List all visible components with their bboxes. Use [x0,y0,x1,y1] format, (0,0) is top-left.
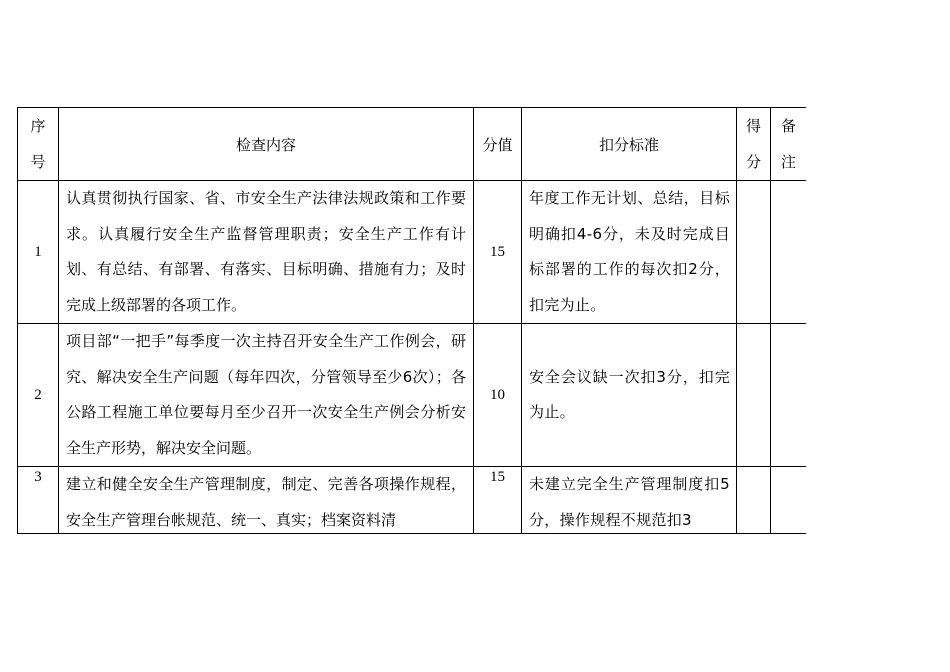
header-seq: 序号 [18,108,59,181]
row-got [737,324,771,467]
header-standard: 扣分标准 [522,108,737,181]
table-row [18,181,807,324]
row-seq: 2 [18,324,59,467]
row-score: 15 [474,467,522,535]
row-content: 认真贯彻执行国家、省、市安全生产法律法规政策和工作要求。认真履行安全生产监督管理职责；安全生产工作有计划、有总结、有部署、有落实、目标明确、措施有力；及时完成上级部署的各项工作。 [59,181,474,324]
row-remark [771,181,807,324]
header-content: 检查内容 [59,108,474,181]
row-seq: 1 [18,181,59,324]
row-seq: 3 [18,467,59,535]
table-row [18,467,807,535]
row-score: 10 [474,324,522,467]
row-remark [771,467,807,535]
row-standard: 年度工作无计划、总结，目标明确扣4-6分，未及时完成目标部署的工作的每次扣2分，扣完为止。 [522,181,737,324]
row-content: 建立和健全安全生产管理制度，制定、完善各项操作规程，安全生产管理台帐规范、统一、真实；档案资料清 [59,467,474,535]
header-row [18,108,807,181]
row-got [737,467,771,535]
row-standard: 未建立完全生产管理制度扣5分，操作规程不规范扣3 [522,467,737,535]
row-content: 项目部“一把手”每季度一次主持召开安全生产工作例会，研究、解决安全生产问题（每年四次，分管领导至少6次）；各公路工程施工单位要每月至少召开一次安全生产例会分析安全生产形势，解决安全问题。 [59,324,474,467]
header-got: 得分 [737,108,771,181]
header-score: 分值 [474,108,522,181]
row-remark [771,324,807,467]
inspection-table [17,107,806,534]
header-remark: 备注 [771,108,807,181]
inspection-table-wrapper [17,107,806,534]
row-got [737,181,771,324]
row-score: 15 [474,181,522,324]
table-row [18,324,807,467]
row-standard: 安全会议缺一次扣3分，扣完为止。 [522,324,737,467]
